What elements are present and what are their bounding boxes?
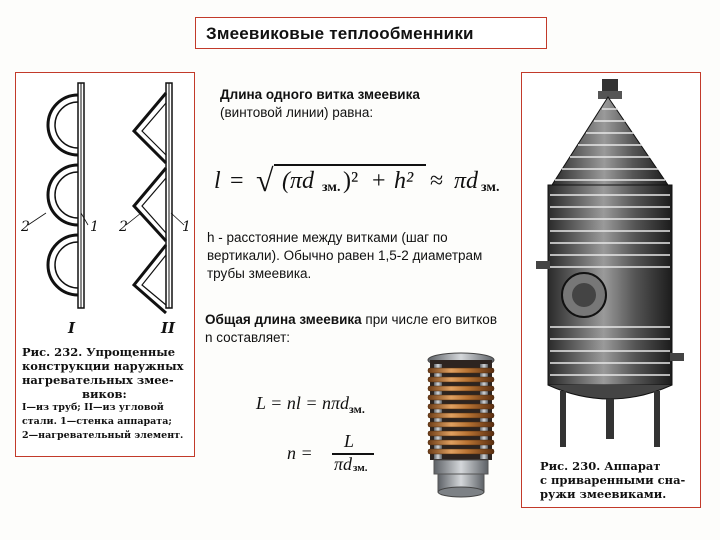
caption-line: стали. 1—стенка аппарата; <box>22 416 172 427</box>
formula1-term2: h² <box>394 168 414 194</box>
formula1-lhs: l <box>214 168 221 194</box>
figure-right-caption <box>540 459 698 501</box>
caption-line: виков: <box>82 387 127 401</box>
formula1-term1: (πd <box>282 168 315 194</box>
heading2-bold: Общая длина змеевика <box>205 312 362 327</box>
caption-line: с приваренными сна- <box>540 473 686 487</box>
heading2-rest: при числе его витков n составляет: <box>205 312 497 345</box>
formula1-sub-rhs: зм. <box>481 180 500 195</box>
formula1-sqrt: √ <box>256 162 274 198</box>
heading1-rest: (винтовой линии) равна: <box>220 105 374 120</box>
formula2-text: L = nl = nπd <box>256 393 349 413</box>
heading-total-coil-length <box>205 311 505 347</box>
formula1-plus: + <box>372 168 386 194</box>
formula1-close1: )² <box>343 168 359 194</box>
caption-line: I—из труб; II—из угловой <box>22 402 164 413</box>
formula2-sub: зм. <box>349 402 365 416</box>
formula3-den-sub: зм. <box>353 462 368 474</box>
caption-line: Рис. 230. Аппарат <box>540 459 661 473</box>
formula-total-length <box>256 393 365 417</box>
caption-line: ружи змеевиками. <box>540 487 667 501</box>
heading1-bold: Длина одного витка змеевика <box>220 87 420 102</box>
label-num-1b: 1 <box>182 219 191 235</box>
figure-left-caption <box>22 345 190 443</box>
formula-turn-length <box>212 156 512 206</box>
caption-line: Рис. 232. Упрощенные <box>22 345 176 359</box>
slide-title: Змеевиковые теплообменники <box>206 24 474 43</box>
figure-left-frame <box>15 72 195 457</box>
label-roman-II: II <box>161 319 176 337</box>
caption-line: нагревательных змее- <box>22 373 174 387</box>
apparatus-drawing <box>522 73 699 458</box>
formula1-approx: ≈ <box>430 168 444 194</box>
caption-line: 2—нагревательный элемент. <box>22 430 184 441</box>
formula3-den: πd <box>334 454 353 474</box>
formula-turn-count <box>287 432 407 472</box>
coil-schematic-drawing <box>16 73 193 323</box>
caption-line: конструкции наружных <box>22 359 184 373</box>
label-num-2b: 2 <box>119 219 128 235</box>
heading-coil-turn-length <box>220 86 510 122</box>
figure-right-frame <box>521 72 701 508</box>
sqrt-overline <box>274 164 426 166</box>
formula1-sub1: зм. <box>322 180 341 195</box>
label-num-1a: 1 <box>90 219 99 235</box>
title-box <box>195 17 547 49</box>
label-num-2a: 2 <box>21 219 30 235</box>
coil-photo <box>420 350 502 500</box>
formula3-lhs: n = <box>287 443 313 463</box>
label-roman-I: I <box>68 319 76 337</box>
formula1-rhs: πd <box>454 168 479 194</box>
copper-coil-image <box>420 350 502 500</box>
formula3-num: L <box>344 431 355 451</box>
paragraph-h-definition: h - расстояние между витками (шаг по вертикали). Обычно равен 1,5-2 диаметрам трубы змеевика. <box>207 230 483 281</box>
formula1-eq: = <box>230 168 244 194</box>
